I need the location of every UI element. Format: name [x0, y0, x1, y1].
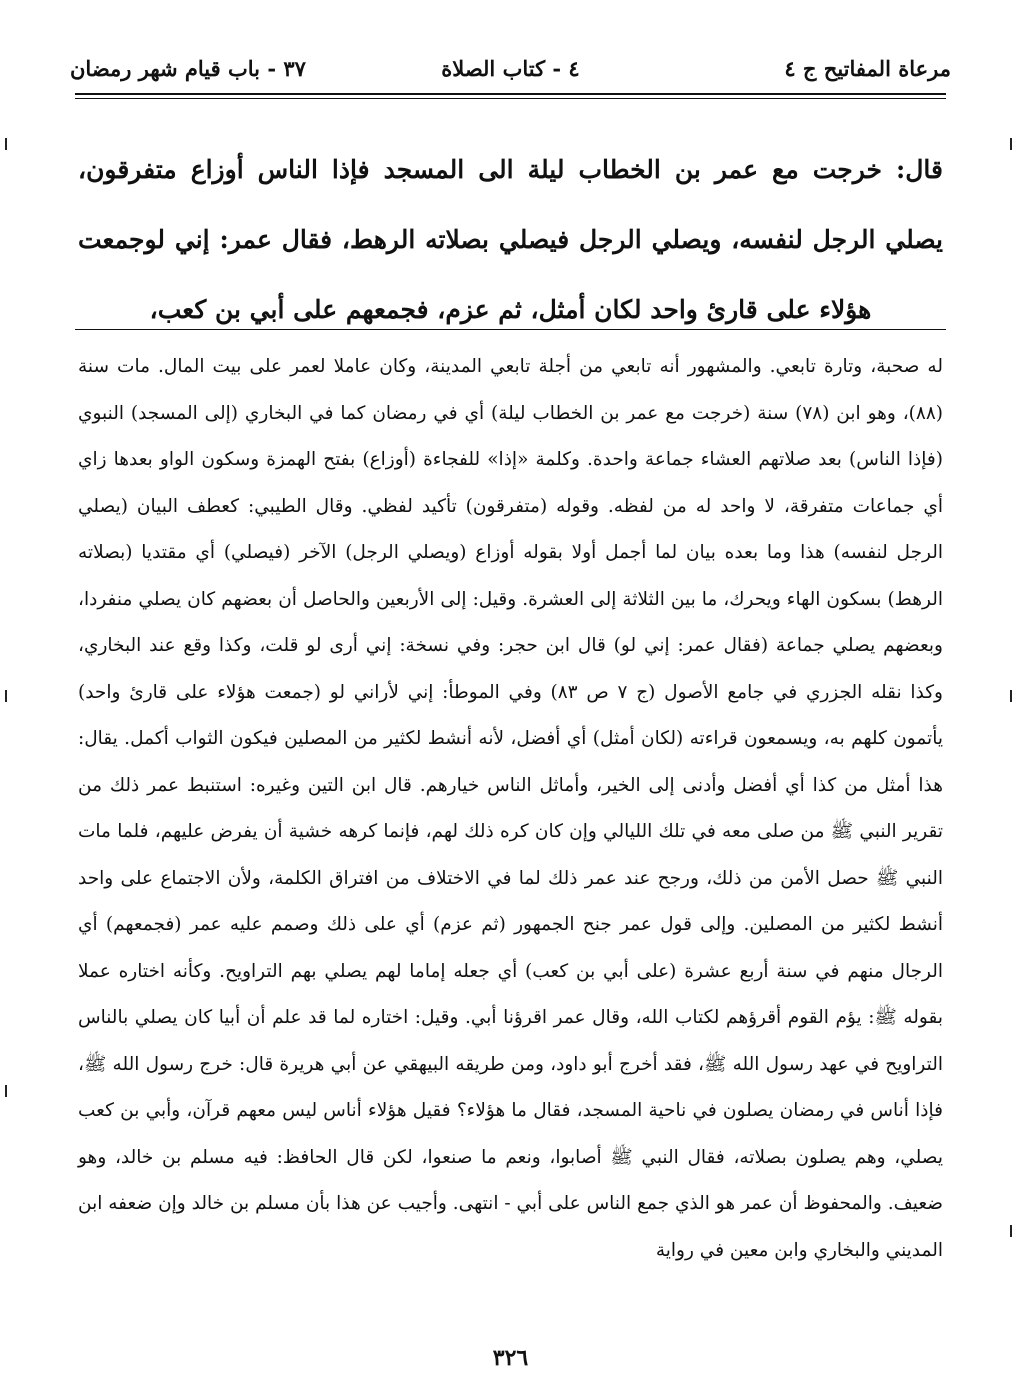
text-divider: [75, 329, 946, 330]
margin-mark: [1010, 1225, 1012, 1237]
header-divider-thin: [75, 98, 946, 99]
margin-mark: [5, 690, 7, 702]
running-header: [70, 50, 951, 90]
margin-mark: [1010, 138, 1012, 150]
margin-mark: [1010, 690, 1012, 702]
commentary-text: له صحبة، وتارة تابعي. والمشهور أنه تابعي من أجلة تابعي المدينة، وكان عاملا لعمر على بيت المال. مات سنة (٨٨)، وهو ابن (٧٨) سنة (خرجت مع عمر بن الخطاب ليلة) أي في رمضان كما في البخاري (إلى المسجد) النبوي (فإذا الناس) بعد صلاتهم العشاء جماعة واحدة. وكلمة «إذا» للفجاءة (أوزاع) بفتح الهمزة وسكون الواو بعدها زاي أي جماعات متفرقة، لا واحد له من لفظه. وقوله (متفرقون) تأكيد لفظي. وقال الطيبي: كعطف البيان (يصلي الرجل لنفسه) هذا وما بعده بيان لما أجمل أولا بقوله أوزاع (ويصلي الرجل) الآخر (فيصلي) أي مقتديا (بصلاته الرهط) بسكون الهاء ويحرك، ما بين الثلاثة إلى العشرة. وقيل: إلى الأربعين والحاصل أن بعضهم كان يصلي منفردا، وبعضهم يصلي جماعة (فقال عمر: إني لو) قال ابن حجر: وفي نسخة: إني أرى لو قلت، وكذا وقع عند البخاري، وكذا نقله الجزري في جامع الأصول (ج ٧ ص ٨٣) وفي الموطأ: إني لأراني لو (جمعت هؤلاء على قارئ واحد) يأتمون كلهم به، ويسمعون قراءته (لكان أمثل) أي أفضل، لأنه أنشط لكثير من المصلين فيكون الثواب أكمل. يقال: هذا أمثل من كذا أي أفضل وأدنى إلى الخير، وأماثل الناس خيارهم. قال ابن التين وغيره: استنبط عمر ذلك من تقرير النبي ﷺ من صلى معه في تلك الليالي وإن كان كره ذلك لهم، فإنما كرهه خشية أن يفرض عليهم، فلما مات النبي ﷺ حصل الأمن من ذلك، ورجح عند عمر ذلك لما في الاختلاف من افتراق الكلمة، ولأن الاجتماع على واحد أنشط لكثير من المصلين. وإلى قول عمر جنح الجمهور (ثم عزم) أي على ذلك وصمم عليه عمر (فجمعهم) أي الرجال منهم في سنة أربع عشرة (على أبي بن كعب) أي جعله إماما لهم يصلي بهم التراويح. وكأنه اختاره عملا بقوله ﷺ: يؤم القوم أقرؤهم لكتاب الله، وقال عمر اقرؤنا أبي. وقيل: اختاره لما قد علم أن أبيا كان يصلي بالناس التراويح في عهد رسول الله ﷺ، فقد أخرج أبو داود، ومن طريقه البيهقي عن أبي هريرة قال: خرج رسول الله ﷺ، فإذا أناس في رمضان يصلون في ناحية المسجد، فقال ما هؤلاء؟ فقيل هؤلاء أناس ليس معهم قرآن، وأبي بن كعب يصلي، وهم يصلون بصلاته، فقال النبي ﷺ أصابوا، ونعم ما صنعوا، لكن قال الحافظ: فيه مسلم بن خالد، وهو ضعيف. والمحفوظ أن عمر هو الذي جمع الناس على أبي - انتهى. وأجيب عن هذا بأن مسلم بن خالد وإن ضعفه ابن المديني والبخاري وابن معين في رواية: [78, 356, 943, 1261]
header-chapter-title: ٤ - كتاب الصلاة: [441, 56, 580, 81]
hadith-text: قال: خرجت مع عمر بن الخطاب ليلة الى المسجد فإذا الناس أوزاع متفرقون، يصلي الرجل لنفسه، ويصلي الرجل فيصلي بصلاته الرهط، فقال عمر: إني لوجمعت هؤلاء على قارئ واحد لكان أمثل، ثم عزم، فجمعهم على أبي بن كعب،: [78, 155, 943, 324]
header-book-title: مرعاة المفاتيح ج ٤: [784, 56, 951, 81]
header-divider: [75, 93, 946, 95]
page-number: ٣٢٦: [492, 1345, 529, 1371]
margin-mark: [5, 1085, 7, 1097]
header-section-title: ٣٧ - باب قيام شهر رمضان: [70, 56, 306, 81]
margin-mark: [5, 138, 7, 150]
